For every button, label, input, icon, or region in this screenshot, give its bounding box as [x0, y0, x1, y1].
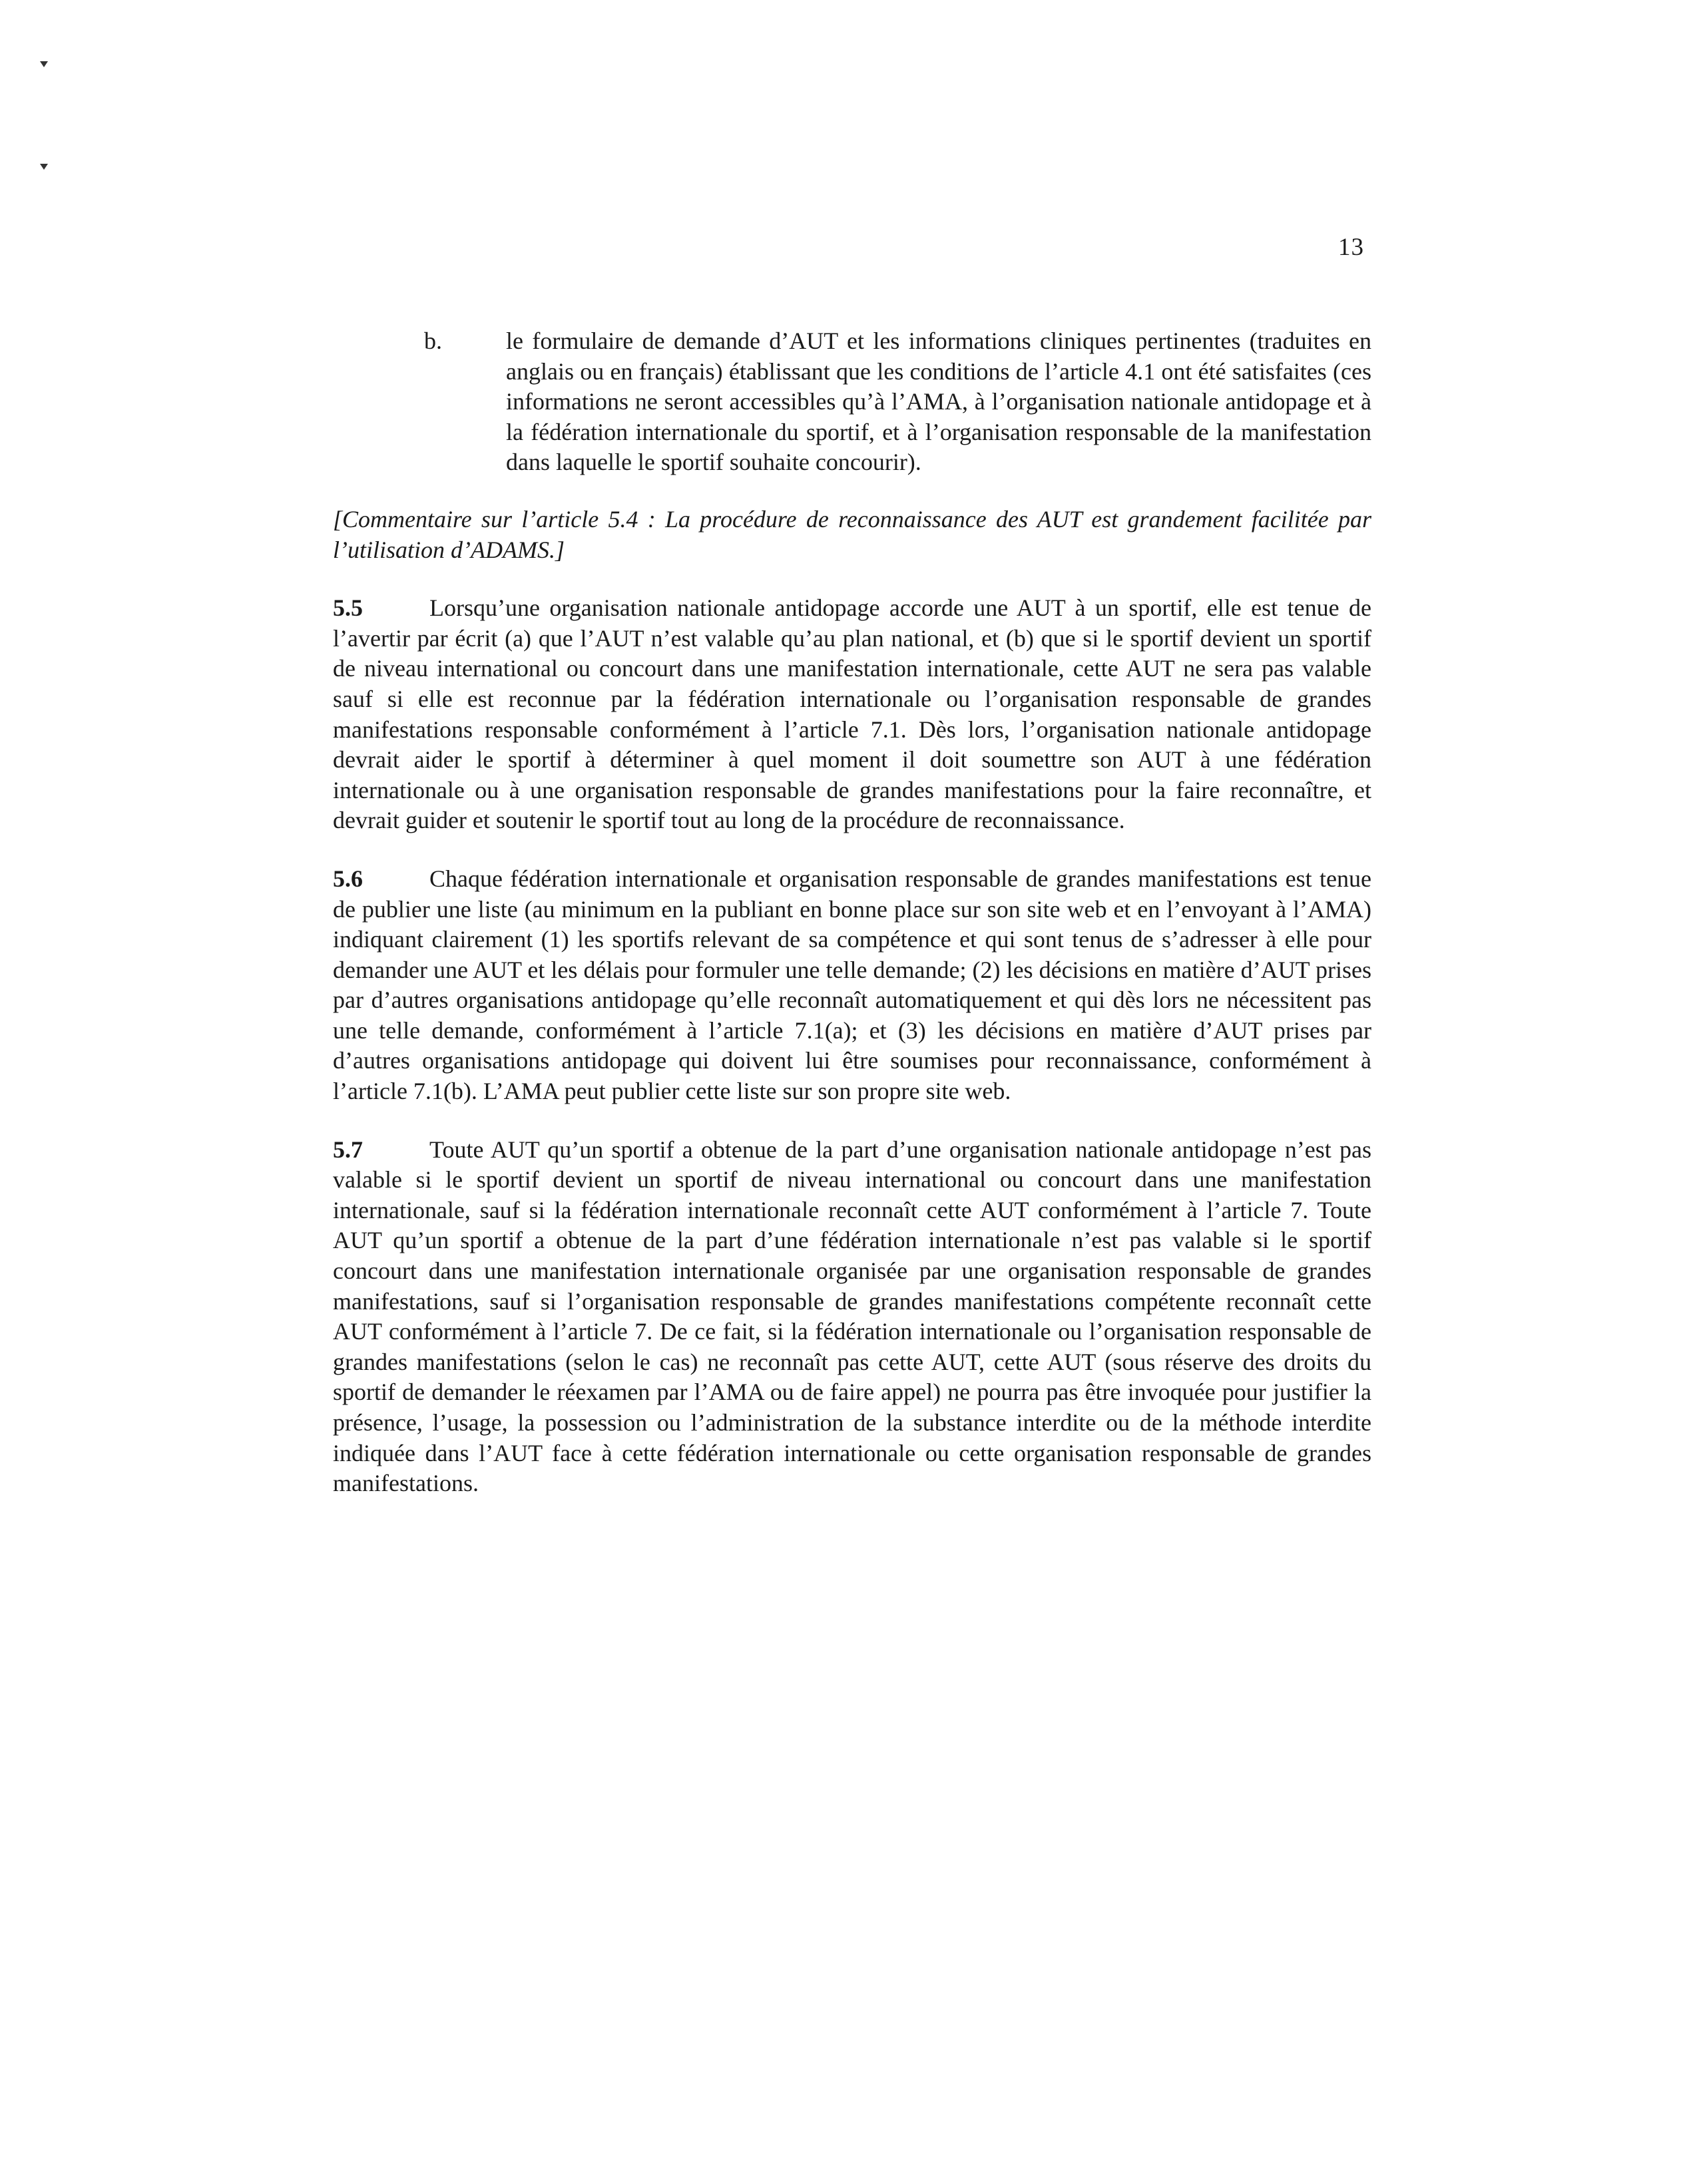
paragraph-text: Chaque fédération internationale et organisation responsable de grandes manifestations est tenue de publier une liste (au minimum en la publiant en bonne place sur son site web et en l’envoyant à l’AMA) indiquant clairement (1) les sportifs relevant de sa compétence et qui sont tenus de s’adresser à elle pour demander une AUT et les délais pour formuler une telle demande; (2) les décisions en matière d’AUT prises par d’autres organisations antidopage qu’elle reconnaît automatiquement et qui dès lors ne nécessitent pas une telle demande, conformément à l’article 7.1(a); et (3) les décisions en matière d’AUT prises par d’autres organisations antidopage qui doivent lui être soumises pour reconnaissance, conformément à l’article 7.1(b). L’AMA peut publier cette liste sur son propre site web.: [333, 865, 1371, 1105]
paragraph-number: 5.5: [333, 594, 363, 622]
scan-mark-top: [40, 61, 48, 67]
page-number: 13: [1338, 234, 1364, 261]
paragraph-text: Toute AUT qu’un sportif a obtenue de la part d’une organisation nationale antidopage n’est pas valable si le sportif devient un sportif de niveau international ou concourt dans une manifestation internationale, sauf si la fédération internationale reconnaît cette AUT conformément à l’article 7. Toute AUT qu’un sportif a obtenue de la part d’une fédération internationale n’est pas valable si le sportif concourt dans une manifestation internationale organisée par une organisation responsable de grandes manifestations, sauf si l’organisation responsable de grandes manifestations compétente reconnaît cette AUT conformément à l’article 7. De ce fait, si la fédération internationale ou l’organisation responsable de grandes manifestations (selon le cas) ne reconnaît pas cette AUT, cette AUT (sous réserve des droits du sportif de demander le réexamen par l’AMA ou de faire appel) ne pourra pas être invoquée pour justifier la présence, l’usage, la possession ou l’administration de la substance interdite ou de la méthode interdite indiquée dans l’AUT face à cette fédération internationale ou cette organisation responsable de grandes manifestations.: [333, 1136, 1371, 1497]
commentary-article-5-4: [Commentaire sur l’article 5.4 : La procédure de reconnaissance des AUT est grandement facilitée par l’utilisation d’ADAMS.]: [333, 505, 1371, 563]
paragraph-5-6: [333, 864, 1371, 1107]
list-item-text: le formulaire de demande d’AUT et les informations cliniques pertinentes (traduites en anglais ou en français) établissant que les conditions de l’article 4.1 ont été satisfaites (ces informations ne seront accessibles qu’à l’AMA, à l’organisation nationale antidopage et à la fédération internationale du sportif, et à l’organisation responsable de la manifestation dans laquelle le sportif souhaite concourir).: [506, 328, 1371, 476]
scan-mark-bottom: [40, 164, 48, 170]
list-item-b: [333, 326, 1371, 478]
paragraph-number: 5.6: [333, 865, 363, 892]
paragraph-5-7: [333, 1135, 1371, 1499]
paragraph-text: Lorsqu’une organisation nationale antidopage accorde une AUT à un sportif, elle est tenue de l’avertir par écrit (a) que l’AUT n’est valable qu’au plan national, et (b) que si le sportif devient un sportif de niveau international ou concourt dans une manifestation internationale, cette AUT ne sera pas valable sauf si elle est reconnue par la fédération internationale ou l’organisation responsable de grandes manifestations responsable conformément à l’article 7.1. Dès lors, l’organisation nationale antidopage devrait aider le sportif à déterminer à quel moment il doit soumettre son AUT à une fédération internationale ou à une organisation responsable de grandes manifestations pour la faire reconnaître, et devrait guider et soutenir le sportif tout au long de la procédure de reconnaissance.: [333, 594, 1371, 834]
document-body: [333, 326, 1371, 1527]
list-item-marker: b.: [424, 328, 442, 354]
paragraph-number: 5.7: [333, 1136, 363, 1163]
paragraph-5-5: [333, 593, 1371, 836]
